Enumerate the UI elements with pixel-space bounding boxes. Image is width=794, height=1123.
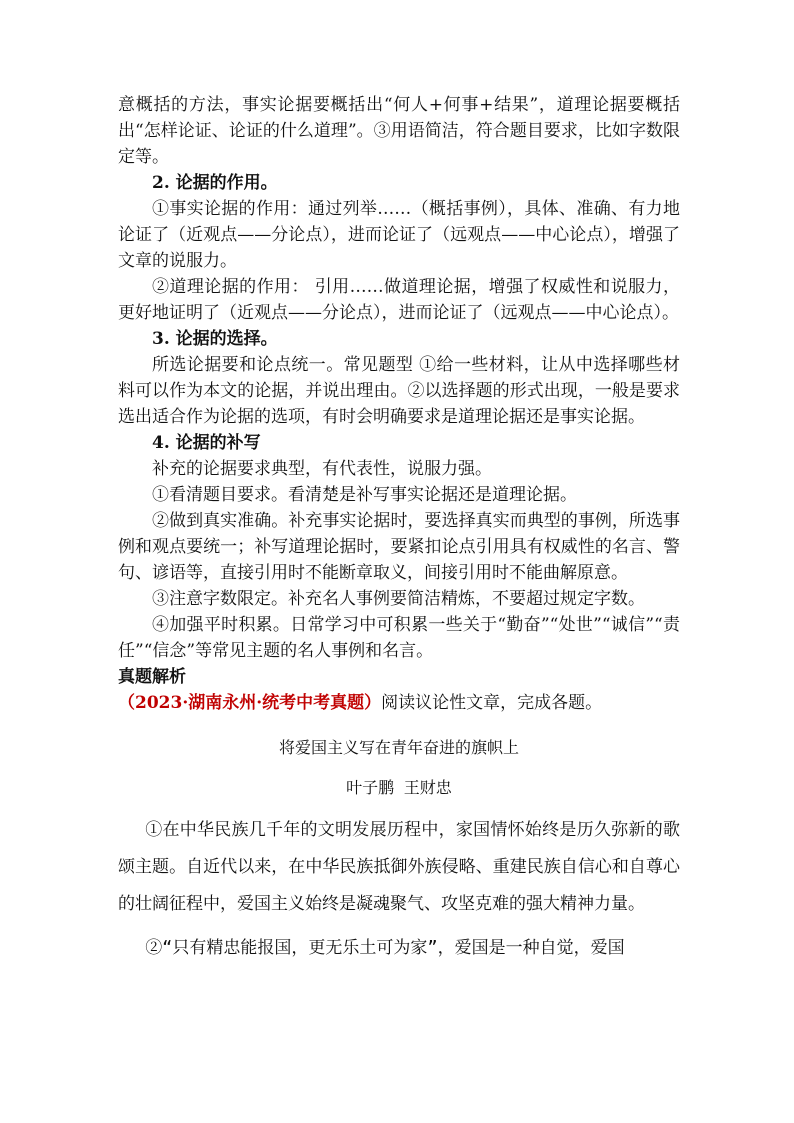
article-title: 将爱国主义写在青年奋进的旗帜上	[278, 738, 519, 757]
paragraph-supplement-requirement: 补充的论据要求典型，有代表性，说服力强。	[152, 459, 492, 479]
paragraph-reason-evidence-function: ②道理论据的作用： 引用……做道理论据，增强了权威性和说服力，更好地证明了（近观点——分论点），进而论证了（远观点——中心论点）。	[118, 277, 680, 323]
heading-evidence-function: 2. 论据的作用。	[152, 173, 278, 193]
article-paragraph-2: ②“只有精忠能报国，更无乐土可为家”，爱国是一种自觉，爱国	[145, 938, 625, 958]
paragraph-supplement-step-3: ③注意字数限定。补充名人事例要简洁精炼，不要超过规定字数。	[152, 589, 645, 609]
exam-source-line	[118, 690, 680, 716]
paragraph-supplement-step-1: ①看清题目要求。看清楚是补写事实论据还是道理论据。	[152, 485, 577, 505]
article-paragraph-1: ①在中华民族几千年的文明发展历程中，家国情怀始终是历久弥新的歌颂主题。自近代以来，在中华民族抵御外族侵略、重建民族自信心和自尊心的壮阔征程中，爱国主义始终是凝魂聚气、攻坚克难的强大精神力量。	[118, 820, 680, 914]
section-title: 真题解析	[118, 667, 186, 687]
heading-evidence-selection: 3. 论据的选择。	[152, 329, 278, 349]
exam-instruction: 阅读议论性文章，完成各题。	[381, 693, 603, 713]
article-body	[118, 812, 680, 967]
exam-source: （2023·湖南永州·统考中考真题）	[118, 693, 382, 713]
document-content	[118, 92, 680, 967]
heading-evidence-supplement: 4. 论据的补写	[152, 433, 261, 453]
article-author: 叶子鹏 王财忠	[346, 778, 452, 797]
paragraph-fact-evidence-function: ①事实论据的作用：通过列举……（概括事例），具体、准确、有力地论证了（近观点——分论点），进而论证了（远观点——中心论点），增强了文章的说服力。	[118, 199, 680, 271]
paragraph-supplement-step-2: ②做到真实准确。补充事实论据时，要选择真实而典型的事例，所选事例和观点要统一；补写道理论据时，要紧扣论点引用具有权威性的名言、警句、谚语等，直接引用时不能断章取义，间接引用时不能曲解原意。	[118, 511, 680, 583]
paragraph-supplement-step-4: ④加强平时积累。日常学习中可积累一些关于“勤奋”“处世”“诚信”“责任”“信念”等常见主题的名人事例和名言。	[118, 615, 680, 661]
paragraph-evidence-selection: 所选论据要和论点统一。常见题型 ①给一些材料，让从中选择哪些材料可以作为本文的论据，并说出理由。②以选择题的形式出现，一般是要求选出适合作为论据的选项，有时会明确要求是道理论据还是事实论据。	[118, 355, 680, 427]
paragraph-summary-method: 意概括的方法，事实论据要概括出“何人+何事+结果”，道理论据要概括出“怎样论证、论证的什么道理”。③用语简洁，符合题目要求，比如字数限定等。	[118, 95, 680, 167]
